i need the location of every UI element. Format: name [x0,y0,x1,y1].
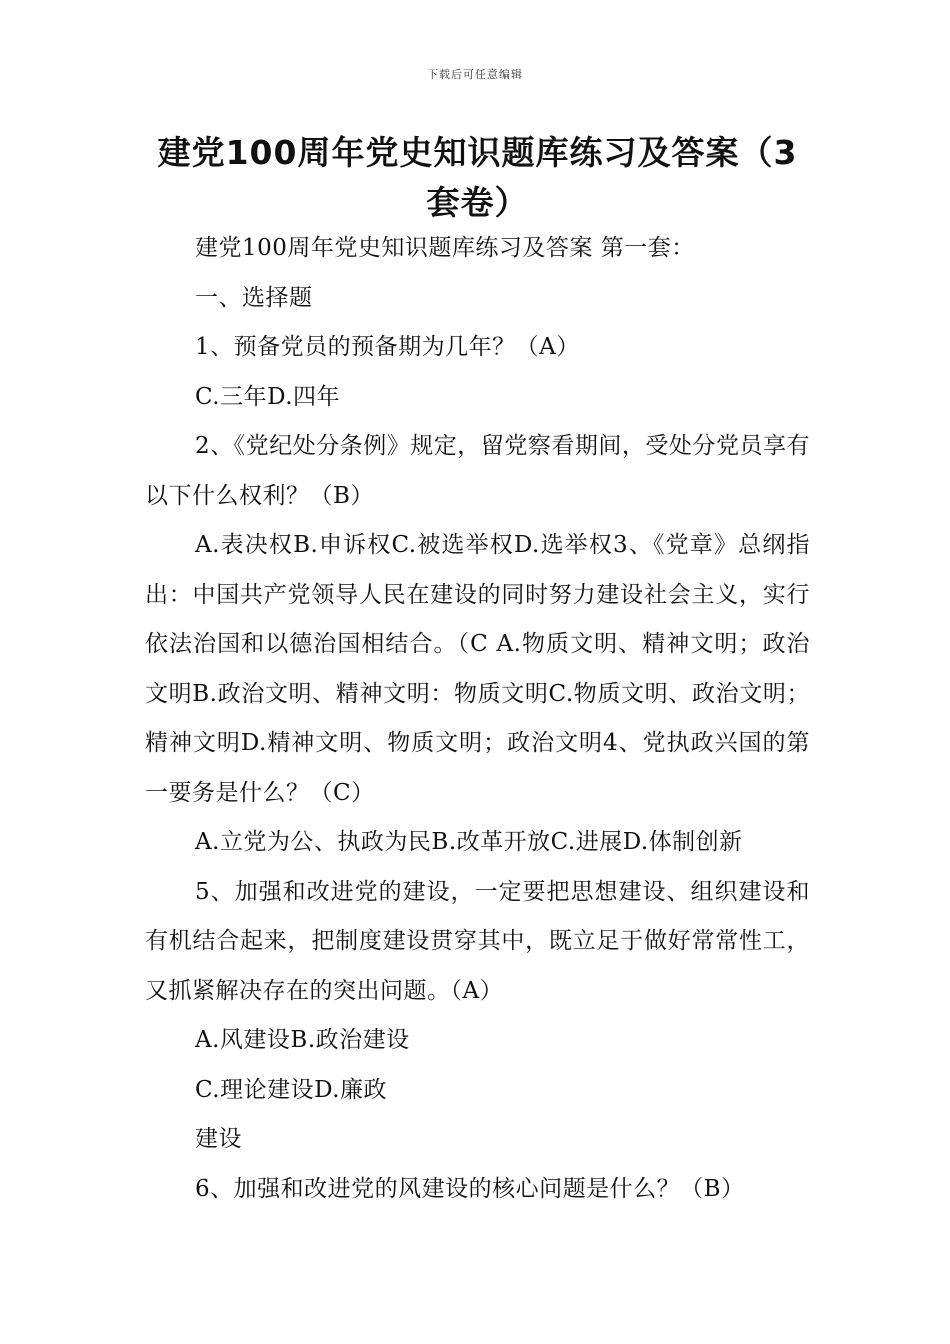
paragraph-section-heading: 一、选择题 [195,284,313,311]
paragraph-question-5: 5、加强和改进党的建设，一定要把思想建设、组织建设和有机结合起来，把制度建设贯穿其中，既立足于做好常常性工，又抓紧解决存在的突出问题。（A） [145,878,810,1004]
paragraph-options-5c: 建设 [195,1126,242,1152]
paragraph-options-2-question-3-4: A.表决权B.申诉权C.被选举权D.选举权3、《党章》总纲指出：中国共产党领导人民在建设的同时努力建设社会主义，实行依法治国和以德治国相结合。（C A.物质文明、精神文明；政治文明B.政治文明、精神文明：物质文明C.物质文明、政治文明；精神文明D.精神文明、物质文明；政治文明4、党执政兴国的第一要务是什么？（C） [145,532,810,806]
paragraph-question-6: 6、加强和改进党的风建设的核心问题是什么？（B） [195,1175,745,1202]
header-note: 下载后可任意编辑 [427,68,523,81]
paragraph-options-5b: C.理论建设D.廉政 [195,1076,388,1103]
document-body [145,224,810,1214]
paragraph-options-1: C.三年D.四年 [195,383,341,410]
paragraph-options-4: A.立党为公、执政为民B.改革开放C.进展D.体制创新 [195,829,743,855]
paragraph-subtitle: 建党100周年党史知识题库练习及答案 第一套： [195,235,695,261]
paragraph-options-5a: A.风建设B.政治建设 [195,1027,410,1053]
paragraph-question-2: 2、《党纪处分条例》规定，留党察看期间，受处分党员享有以下什么权利？（B） [145,433,810,509]
document-title: 建党100周年党史知识题库练习及答案（3套卷） [157,133,798,222]
paragraph-question-1: 1、预备党员的预备期为几年？（A） [195,334,580,360]
